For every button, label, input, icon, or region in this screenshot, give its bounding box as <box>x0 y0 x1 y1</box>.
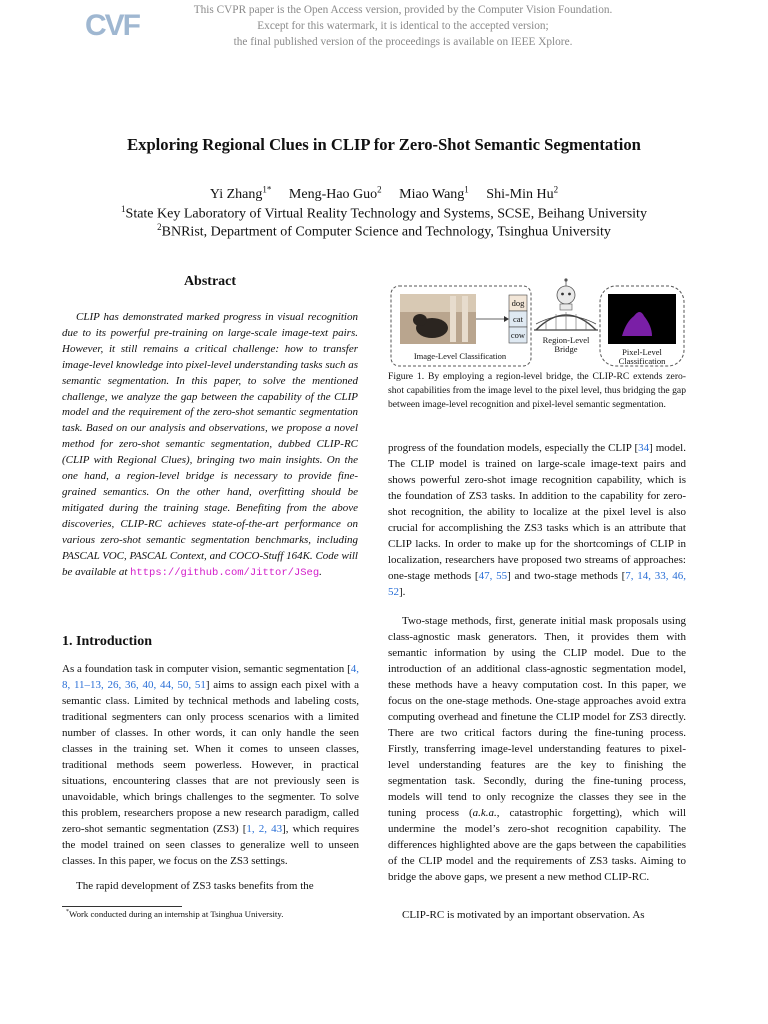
class-label: cow <box>510 330 526 340</box>
author: Miao Wang$^1$ <box>399 184 469 202</box>
code-link[interactable]: https://github.com/Jittor/JSeg <box>130 566 320 579</box>
class-label: cat <box>513 314 523 324</box>
section-heading: 1. Introduction <box>62 634 152 649</box>
class-label: dog <box>511 298 525 308</box>
affiliation: $^2$BNRist, Department of Computer Science and Technology, Tsinghua University <box>157 222 611 240</box>
paragraph: As a foundation task in computer vision, semantic segmentation [4, 8, 11–13, 26, 36, 40, 44, 50, 51] aims to assign each pixel with a semantic class. Limited by technical methods and labeling costs, traditional segmenters can only process scenarios with a limited number of classes. In other words, it can only handle the seen classes in the training set. When it comes to unseen classes, traditional methods seem powerless. However, in practical situations, encountering classes that are not previously seen is unavoidable, which brings challenges to the segmenter. To solve this problem, researchers propose a new research paradigm, called zero-shot semantic segmentation (ZS3) [1, 2, 43], which requires the model trained on seen classes to generalize well to unseen classes. In this paper, we focus on the ZS3 settings. <box>62 663 360 867</box>
abstract-heading: Abstract <box>183 274 237 289</box>
citation-link[interactable]: 1, 2, 43 <box>246 823 283 835</box>
bridge-icon <box>534 312 598 330</box>
author: Yi Zhang$^{1*}$ <box>209 184 272 202</box>
watermark-line: the final published version of the proceedings is available on IEEE Xplore. <box>233 36 573 48</box>
author: Shi-Min Hu$^2$ <box>486 184 559 202</box>
figure-caption: Figure 1. By employing a region-level bridge, the CLIP-RC extends zero-shot capabilities from the image level to the pixel level, thus bridging the gap between image-level recognition and pixel-level semantic segmentation. <box>388 371 686 410</box>
author-list <box>0 184 768 203</box>
image-level-label: Image-Level Classification <box>413 351 507 361</box>
watermark-notice <box>160 2 646 50</box>
footnote-divider <box>62 906 182 907</box>
abstract-text: CLIP has demonstrated marked progress in visual recognition due to its powerful pre-training on large-scale image-text pairs. However, it still remains a critical challenge: how to transfer image-level knowledge into pixel-level understanding tasks such as semantic segmentation. In this paper, to solve the mentioned challenge, we analyze the gap between the capability of the CLIP model and the requirement of the zero-shot semantic segmentation task. Based on our analysis and observations, we propose a novel method for zero-shot semantic segmentation, dubbed CLIP-RC (CLIP with Regional Clues), bringing two main insights. On the one hand, a region-level bridge is necessary to provide fine-grained semantics. On the other hand, overfitting should be mitigated during the training stage. Benefiting from the above discoveries, CLIP-RC achieves state-of-the-art performance on various zero-shot semantic segmentation benchmarks, including PASCAL VOC, PASCAL Context, and COCO-Stuff 164K. Code will be available at https://github.com/Jittor/JSeg. <box>62 311 359 579</box>
author: Meng-Hao Guo$^2$ <box>288 184 382 202</box>
paragraph: CLIP-RC is motivated by an important observation. As <box>402 909 645 921</box>
affiliation: $^1$State Key Laboratory of Virtual Reality Technology and Systems, SCSE, Beihang University <box>121 204 647 222</box>
robot-icon <box>557 278 575 310</box>
watermark-line: This CVPR paper is the Open Access version, provided by the Computer Vision Foundation. <box>193 4 613 16</box>
paper-title: Exploring Regional Clues in CLIP for Zero-Shot Semantic Segmentation <box>127 135 641 154</box>
citation-link[interactable]: 4, 8, 11–13, 26, 36, 40, 44, 50, 51 <box>62 663 359 691</box>
paragraph: progress of the foundation models, especially the CLIP [34] model. The CLIP model is trained on large-scale image-text pairs and shows powerful zero-shot image recognition capability, which is the foundation of ZS3 tasks. In addition to the capability for zero-shot recognition, the ability to localize at the pixel level is also crucial for accomplishing the ZS3 tasks which is an attribute that CLIP lacks. In order to make up for the shortcomings of CLIP in localization, researchers have proposed two streams of approaches: one-stage methods [47, 55] and two-stage methods [7, 14, 33, 46, 52]. <box>388 442 687 598</box>
figure-1 <box>390 278 686 368</box>
citation-link[interactable]: 34 <box>638 442 650 454</box>
citation-link[interactable]: 47, 55 <box>478 570 508 582</box>
pixel-level-label: Pixel-Level Classification <box>618 347 666 366</box>
dog-photo <box>400 294 476 344</box>
paragraph: The rapid development of ZS3 tasks benefits from the <box>76 880 314 892</box>
paragraph: Two-stage methods, first, generate initial mask proposals using class-agnostic mask generators. Then, it provides them with semantic information by using the CLIP model. Due to the introduction of an additional class-agnostic segmentation model, these methods have a heavy computation cost. In this paper, we focus on the one-stage methods. One-stage approaches avoid extra computing overhead and finetune the CLIP model for ZS3 directly. There are two critical factors during the fine-tuning process. Firstly, transferring image-level understanding features to pixel-level understanding features are the key to finishing the segmentation task. Secondly, during the fine-tuning process, models will tend to only recognize the classes they see in the tuning process (a.k.a., catastrophic forgetting), which will undermine the model’s zero-shot recognition capability. The differences highlighted above are the gaps between the capabilities of the CLIP model and the requirements of ZS3 tasks. Aiming to bridge the above gaps, we present a new method CLIP-RC. <box>388 615 686 883</box>
watermark-line: Except for this watermark, it is identical to the accepted version; <box>257 20 549 32</box>
bridge-label: Region-Level Bridge <box>542 335 590 354</box>
svg-text:CVF: CVF <box>85 9 139 40</box>
cvf-logo <box>84 6 142 40</box>
footnote: *Work conducted during an internship at Tsinghua University. <box>66 909 284 919</box>
citation-link[interactable]: 7, 14, 33, 46, 52 <box>388 570 687 598</box>
